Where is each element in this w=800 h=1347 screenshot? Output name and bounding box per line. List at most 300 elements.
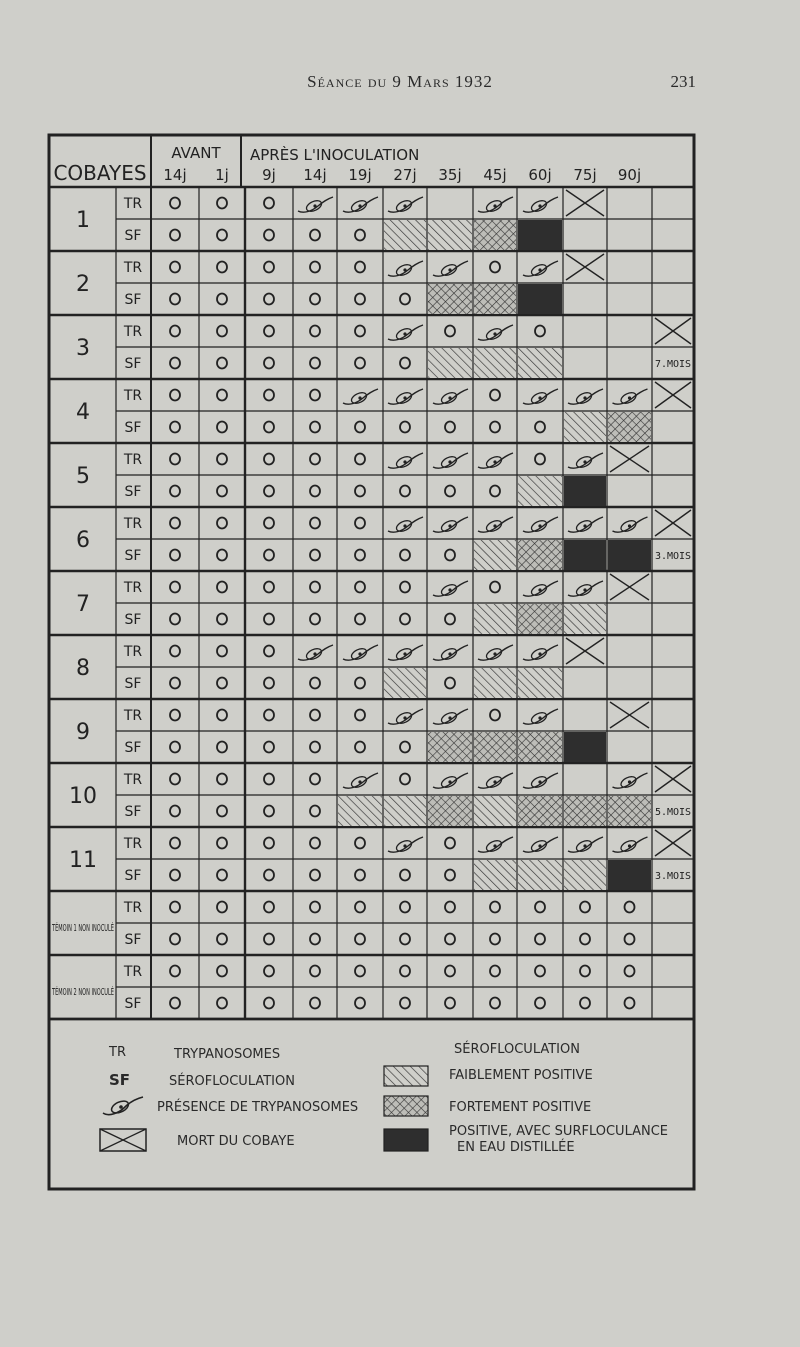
- strong-positive-cell: [518, 540, 562, 570]
- zero-mark: [217, 294, 227, 305]
- zero-mark: [355, 454, 365, 465]
- zero-mark: [170, 774, 180, 785]
- trypanosome-nucleus: [493, 524, 496, 527]
- zero-mark: [217, 582, 227, 593]
- zero-mark: [355, 486, 365, 497]
- zero-mark: [355, 742, 365, 753]
- zero-mark: [625, 934, 635, 945]
- zero-mark: [217, 358, 227, 369]
- day-label: 1j: [215, 166, 229, 184]
- sf-label: SF: [124, 292, 142, 308]
- zero-mark: [217, 998, 227, 1009]
- zero-mark: [490, 390, 500, 401]
- weak-positive-cell: [428, 348, 472, 378]
- cobaye-number: 11: [69, 848, 97, 873]
- strong-positive-cell: [518, 604, 562, 634]
- strong-positive-cell: [608, 796, 651, 826]
- trypanosome-nucleus: [538, 204, 541, 207]
- zero-mark: [264, 870, 274, 881]
- zero-mark: [310, 966, 320, 977]
- zero-mark: [170, 742, 180, 753]
- zero-mark: [400, 582, 410, 593]
- trypanosome-icon: [478, 837, 513, 853]
- trypanosome-icon: [343, 645, 378, 661]
- zero-mark: [535, 902, 545, 913]
- trypanosome-nucleus: [403, 460, 406, 463]
- zero-mark: [217, 390, 227, 401]
- zero-mark: [355, 966, 365, 977]
- sf-label: SF: [124, 804, 142, 820]
- zero-mark: [264, 422, 274, 433]
- tr-label: TR: [123, 196, 143, 212]
- zero-mark: [535, 422, 545, 433]
- surfloculance-cell: [518, 220, 562, 250]
- trypanosome-icon: [613, 837, 648, 853]
- weak-positive-cell: [474, 860, 516, 890]
- zero-mark: [264, 710, 274, 721]
- zero-mark: [535, 454, 545, 465]
- zero-mark: [445, 678, 455, 689]
- zero-mark: [170, 518, 180, 529]
- zero-mark: [170, 838, 180, 849]
- weak-positive-cell: [474, 604, 516, 634]
- zero-mark: [264, 294, 274, 305]
- trypanosome-nucleus: [628, 780, 631, 783]
- zero-mark: [625, 998, 635, 1009]
- trypanosome-nucleus: [358, 652, 361, 655]
- death-time-label: 7.MOIS: [654, 359, 692, 370]
- zero-mark: [310, 806, 320, 817]
- trypanosome-nucleus: [493, 332, 496, 335]
- weak-positive-cell: [384, 796, 426, 826]
- trypanosome-nucleus: [493, 460, 496, 463]
- zero-mark: [217, 710, 227, 721]
- zero-mark: [217, 550, 227, 561]
- zero-mark: [310, 230, 320, 241]
- zero-mark: [355, 230, 365, 241]
- zero-mark: [264, 678, 274, 689]
- weak-positive-cell: [384, 668, 426, 698]
- zero-mark: [170, 934, 180, 945]
- zero-mark: [445, 614, 455, 625]
- trypanosome-icon: [343, 773, 378, 789]
- zero-mark: [170, 230, 180, 241]
- trypanosome-icon: [388, 453, 423, 469]
- trypanosome-nucleus: [313, 652, 316, 655]
- zero-mark: [264, 198, 274, 209]
- trypanosome-icon: [568, 837, 603, 853]
- zero-mark: [400, 998, 410, 1009]
- trypanosome-nucleus: [628, 524, 631, 527]
- zero-mark: [310, 454, 320, 465]
- trypanosome-icon: [388, 325, 423, 341]
- tr-label: TR: [123, 388, 143, 404]
- zero-mark: [400, 550, 410, 561]
- tr-label: TR: [123, 580, 143, 596]
- trypanosome-nucleus: [403, 844, 406, 847]
- sf-label: SF: [124, 228, 142, 244]
- trypanosome-icon: [433, 581, 468, 597]
- tr-label: TR: [123, 644, 143, 660]
- trypanosome-icon: [568, 389, 603, 405]
- trypanosome-icon: [523, 197, 558, 213]
- zero-mark: [355, 518, 365, 529]
- zero-mark: [170, 390, 180, 401]
- trypanosome-icon: [523, 581, 558, 597]
- zero-mark: [445, 902, 455, 913]
- zero-mark: [264, 838, 274, 849]
- trypanosome-icon: [523, 837, 558, 853]
- zero-mark: [400, 934, 410, 945]
- zero-mark: [217, 262, 227, 273]
- day-label: 14j: [303, 166, 327, 184]
- zero-mark: [535, 998, 545, 1009]
- zero-mark: [217, 422, 227, 433]
- zero-mark: [264, 486, 274, 497]
- sf-label: SF: [124, 676, 142, 692]
- zero-mark: [355, 710, 365, 721]
- zero-mark: [264, 326, 274, 337]
- zero-mark: [490, 262, 500, 273]
- zero-mark: [170, 806, 180, 817]
- zero-mark: [445, 550, 455, 561]
- strong-positive-cell: [474, 284, 516, 314]
- legend: [49, 1031, 694, 1189]
- trypanosome-icon: [298, 197, 333, 213]
- zero-mark: [535, 966, 545, 977]
- zero-mark: [170, 870, 180, 881]
- sf-label: SF: [124, 356, 142, 372]
- zero-mark: [445, 966, 455, 977]
- weak-positive-cell: [474, 796, 516, 826]
- cobaye-number: 6: [76, 528, 90, 553]
- zero-mark: [170, 262, 180, 273]
- zero-mark: [310, 774, 320, 785]
- zero-mark: [355, 998, 365, 1009]
- zero-mark: [217, 774, 227, 785]
- page-number: 231: [670, 72, 696, 91]
- trypanosome-icon: [523, 645, 558, 661]
- zero-mark: [217, 230, 227, 241]
- zero-mark: [445, 934, 455, 945]
- sf-label: SF: [124, 548, 142, 564]
- trypanosome-nucleus: [313, 204, 316, 207]
- trypanosome-nucleus: [448, 780, 451, 783]
- zero-mark: [310, 998, 320, 1009]
- trypanosome-icon: [523, 773, 558, 789]
- zero-mark: [217, 614, 227, 625]
- trypanosome-nucleus: [448, 460, 451, 463]
- zero-mark: [490, 902, 500, 913]
- zero-mark: [355, 358, 365, 369]
- zero-mark: [264, 742, 274, 753]
- zero-mark: [170, 550, 180, 561]
- day-label: 75j: [573, 166, 597, 184]
- zero-mark: [445, 838, 455, 849]
- zero-mark: [580, 966, 590, 977]
- trypanosome-nucleus: [583, 396, 586, 399]
- weak-hatch-swatch: [383, 1065, 429, 1087]
- zero-mark: [310, 550, 320, 561]
- trypanosome-nucleus: [538, 716, 541, 719]
- trypanosome-icon: [523, 709, 558, 725]
- trypanosome-icon: [523, 389, 558, 405]
- trypanosome-nucleus: [448, 268, 451, 271]
- trypanosome-nucleus: [538, 268, 541, 271]
- death-cross-icon: [99, 1128, 147, 1152]
- zero-mark: [264, 550, 274, 561]
- surfloculance-cell: [518, 284, 562, 314]
- sf-label: SF: [124, 484, 142, 500]
- trypanosome-icon: [478, 453, 513, 469]
- zero-mark: [170, 678, 180, 689]
- trypanosome-icon: [388, 517, 423, 533]
- trypanosome-nucleus: [493, 780, 496, 783]
- zero-mark: [535, 326, 545, 337]
- zero-mark: [170, 486, 180, 497]
- trypanosome-icon: [433, 709, 468, 725]
- legend-weak-text: FAIBLEMENT POSITIVE: [449, 1068, 593, 1083]
- tr-label: TR: [123, 708, 143, 724]
- zero-mark: [264, 934, 274, 945]
- trypanosome-icon: [388, 645, 423, 661]
- zero-mark: [264, 646, 274, 657]
- trypanosome-nucleus: [448, 396, 451, 399]
- zero-mark: [400, 902, 410, 913]
- tr-label: TR: [123, 324, 143, 340]
- zero-mark: [400, 870, 410, 881]
- cobaye-number: 10: [69, 784, 97, 809]
- surfloculance-cell: [608, 860, 651, 890]
- zero-mark: [264, 454, 274, 465]
- running-title: Séance du 9 Mars 1932: [307, 72, 493, 91]
- cobaye-number: 5: [76, 464, 90, 489]
- zero-mark: [170, 582, 180, 593]
- zero-mark: [310, 262, 320, 273]
- zero-mark: [170, 646, 180, 657]
- trypanosome-icon: [433, 389, 468, 405]
- surfloc-black-swatch: [383, 1128, 429, 1152]
- zero-mark: [310, 742, 320, 753]
- zero-mark: [170, 966, 180, 977]
- zero-mark: [445, 326, 455, 337]
- surfloculance-cell: [564, 732, 606, 762]
- zero-mark: [310, 422, 320, 433]
- cobaye-number: 4: [76, 400, 90, 425]
- trypanosome-icon: [433, 773, 468, 789]
- legend-strong-text: FORTEMENT POSITIVE: [449, 1100, 592, 1115]
- zero-mark: [490, 934, 500, 945]
- control-label: TÉMOIN 2 NON INOCULÉ: [52, 987, 175, 998]
- zero-mark: [355, 294, 365, 305]
- zero-mark: [264, 774, 274, 785]
- trypanosome-nucleus: [403, 268, 406, 271]
- zero-mark: [217, 486, 227, 497]
- zero-mark: [400, 422, 410, 433]
- trypanosome-icon: [298, 645, 333, 661]
- cobaye-number: 8: [76, 656, 90, 681]
- zero-mark: [217, 198, 227, 209]
- trypanosome-icon: [478, 325, 513, 341]
- zero-mark: [310, 294, 320, 305]
- trypanosome-icon: [613, 517, 648, 533]
- zero-mark: [400, 614, 410, 625]
- trypanosome-icon: [478, 645, 513, 661]
- weak-positive-cell: [564, 412, 606, 442]
- cobaye-number: 1: [76, 208, 90, 233]
- sf-label: SF: [124, 868, 142, 884]
- zero-mark: [170, 294, 180, 305]
- trypanosome-nucleus: [583, 588, 586, 591]
- zero-mark: [170, 614, 180, 625]
- day-label: 45j: [483, 166, 507, 184]
- zero-mark: [445, 870, 455, 881]
- zero-mark: [355, 614, 365, 625]
- zero-mark: [580, 934, 590, 945]
- trypanosome-nucleus: [538, 396, 541, 399]
- avant-label: AVANT: [171, 144, 221, 162]
- sf-label: SF: [124, 740, 142, 756]
- zero-mark: [580, 902, 590, 913]
- tr-label: TR: [123, 900, 143, 916]
- trypanosome-icon: [388, 261, 423, 277]
- zero-mark: [310, 710, 320, 721]
- zero-mark: [355, 838, 365, 849]
- weak-positive-cell: [474, 540, 516, 570]
- zero-mark: [217, 678, 227, 689]
- zero-mark: [355, 678, 365, 689]
- weak-positive-cell: [384, 220, 426, 250]
- strong-crosshatch-swatch: [383, 1095, 429, 1117]
- trypanosome-icon: [478, 517, 513, 533]
- strong-positive-cell: [518, 732, 562, 762]
- death-time-label: 5.MOIS: [654, 807, 692, 818]
- zero-mark: [625, 966, 635, 977]
- surfloculance-cell: [564, 540, 606, 570]
- legend-tr-abbr: TR: [109, 1045, 126, 1060]
- weak-positive-cell: [564, 860, 606, 890]
- strong-positive-cell: [564, 796, 606, 826]
- trypanosome-nucleus: [583, 460, 586, 463]
- tr-label: TR: [123, 964, 143, 980]
- zero-mark: [445, 486, 455, 497]
- zero-mark: [217, 806, 227, 817]
- zero-mark: [310, 678, 320, 689]
- zero-mark: [355, 934, 365, 945]
- zero-mark: [310, 486, 320, 497]
- corner-label: COBAYES: [53, 161, 147, 185]
- trypanosome-icon: [613, 389, 648, 405]
- zero-mark: [310, 390, 320, 401]
- day-label: 14j: [163, 166, 187, 184]
- trypanosome-icon: [433, 517, 468, 533]
- zero-mark: [264, 582, 274, 593]
- tr-label: TR: [123, 452, 143, 468]
- tr-label: TR: [123, 516, 143, 532]
- trypanosome-icon: [388, 709, 423, 725]
- weak-positive-cell: [564, 604, 606, 634]
- zero-mark: [400, 774, 410, 785]
- zero-mark: [170, 198, 180, 209]
- weak-positive-cell: [338, 796, 382, 826]
- trypanosome-nucleus: [358, 780, 361, 783]
- zero-mark: [217, 934, 227, 945]
- trypanosome-icon: [568, 517, 603, 533]
- zero-mark: [400, 358, 410, 369]
- zero-mark: [625, 902, 635, 913]
- zero-mark: [400, 486, 410, 497]
- zero-mark: [310, 582, 320, 593]
- control-label: TÉMOIN 1 NON INOCULÉ: [52, 923, 175, 934]
- zero-mark: [580, 998, 590, 1009]
- zero-mark: [217, 326, 227, 337]
- trypanosome-icon: [343, 389, 378, 405]
- strong-positive-cell: [474, 732, 516, 762]
- trypanosome-nucleus: [583, 844, 586, 847]
- zero-mark: [264, 614, 274, 625]
- weak-positive-cell: [518, 860, 562, 890]
- trypanosome-nucleus: [403, 396, 406, 399]
- tr-label: TR: [123, 836, 143, 852]
- zero-mark: [264, 518, 274, 529]
- strong-positive-cell: [608, 412, 651, 442]
- weak-positive-cell: [518, 476, 562, 506]
- trypanosome-nucleus: [538, 524, 541, 527]
- sf-label: SF: [124, 612, 142, 628]
- legend-tr-text: TRYPANOSOMES: [174, 1047, 281, 1062]
- zero-mark: [264, 966, 274, 977]
- weak-positive-cell: [518, 668, 562, 698]
- trypanosome-nucleus: [628, 844, 631, 847]
- legend-death-text: MORT DU COBAYE: [177, 1134, 295, 1149]
- trypanosome-icon: [568, 581, 603, 597]
- weak-positive-cell: [428, 220, 472, 250]
- day-label: 19j: [348, 166, 372, 184]
- trypanosome-nucleus: [448, 524, 451, 527]
- zero-mark: [217, 902, 227, 913]
- zero-mark: [217, 742, 227, 753]
- strong-positive-cell: [428, 732, 472, 762]
- sf-label: SF: [124, 996, 142, 1012]
- zero-mark: [170, 358, 180, 369]
- zero-mark: [535, 934, 545, 945]
- trypanosome-nucleus: [448, 716, 451, 719]
- zero-mark: [264, 230, 274, 241]
- surfloculance-cell: [564, 476, 606, 506]
- strong-positive-cell: [474, 220, 516, 250]
- zero-mark: [264, 806, 274, 817]
- zero-mark: [355, 326, 365, 337]
- trypanosome-icon: [613, 773, 648, 789]
- death-time-label: 3.MOIS: [654, 551, 692, 562]
- trypanosome-nucleus: [538, 780, 541, 783]
- zero-mark: [490, 486, 500, 497]
- trypanosome-icon: [433, 645, 468, 661]
- day-label: 60j: [528, 166, 552, 184]
- legend-tryp-text: PRÉSENCE DE TRYPANOSOMES: [157, 1100, 359, 1115]
- weak-positive-cell: [518, 348, 562, 378]
- zero-mark: [170, 710, 180, 721]
- zero-mark: [217, 646, 227, 657]
- weak-positive-cell: [474, 348, 516, 378]
- strong-positive-cell: [428, 796, 472, 826]
- zero-mark: [355, 582, 365, 593]
- zero-mark: [490, 710, 500, 721]
- weak-positive-cell: [474, 668, 516, 698]
- trypanosome-nucleus: [403, 204, 406, 207]
- trypanosome-nucleus: [358, 204, 361, 207]
- zero-mark: [170, 422, 180, 433]
